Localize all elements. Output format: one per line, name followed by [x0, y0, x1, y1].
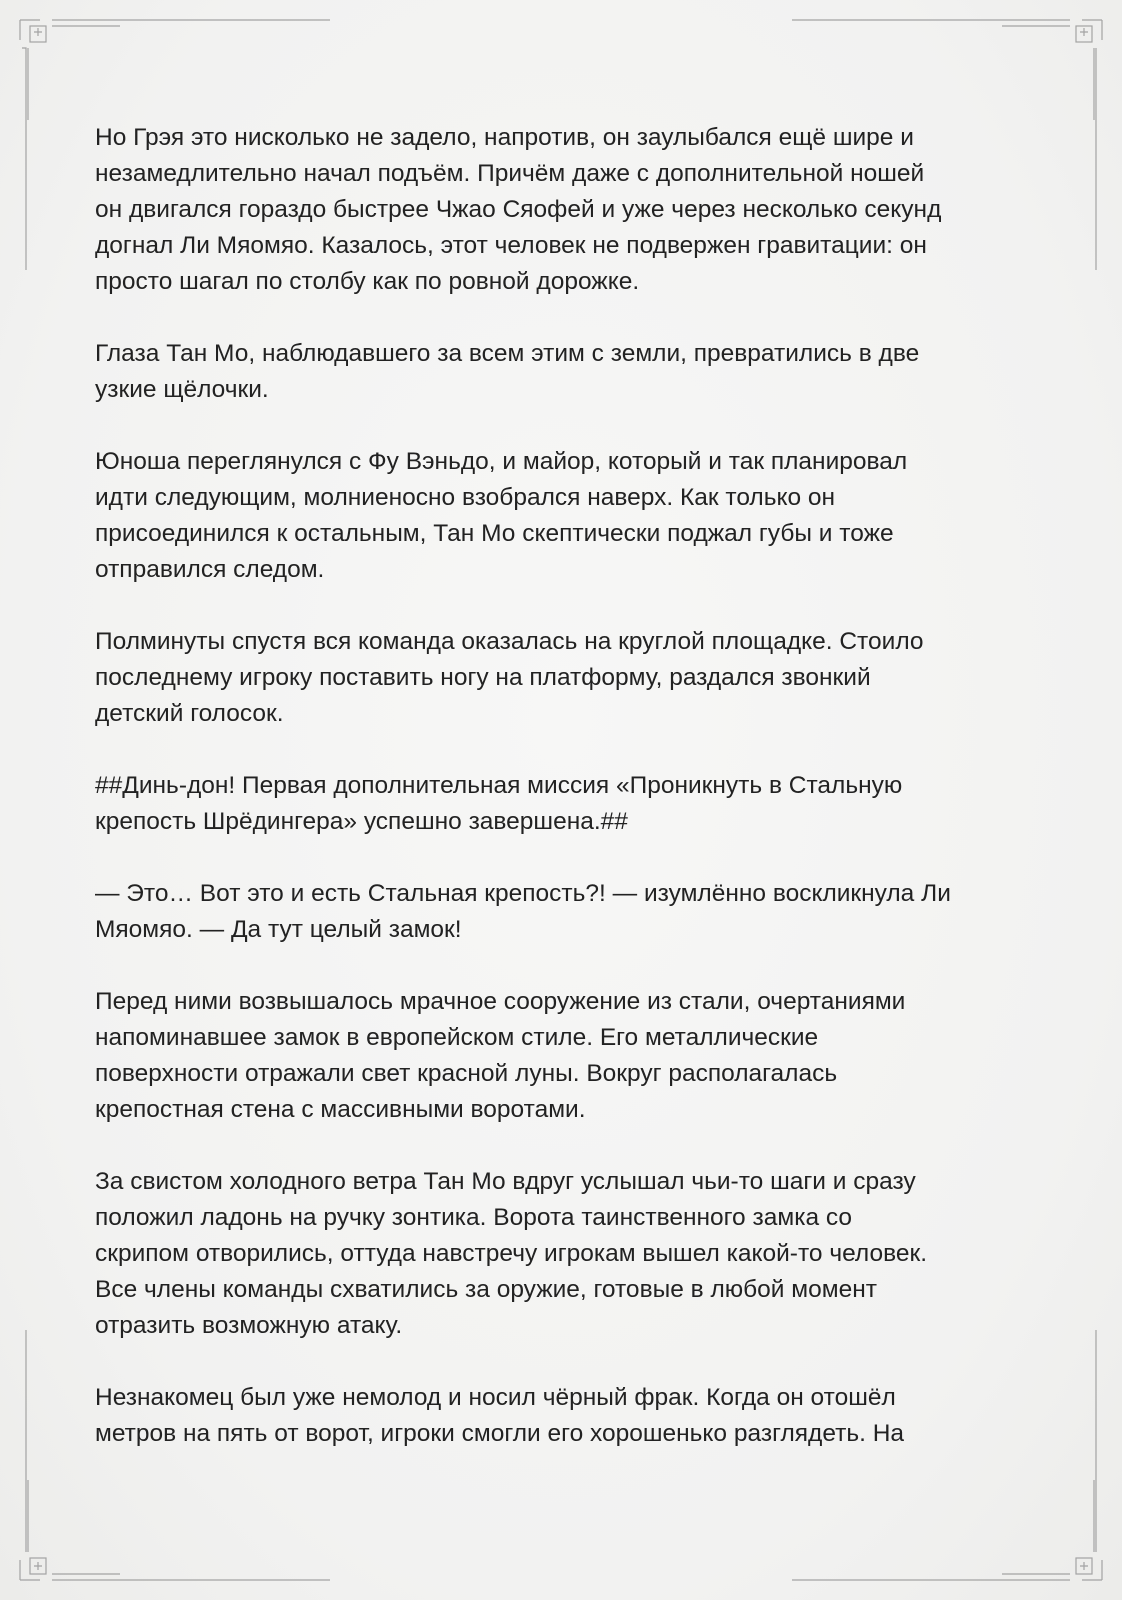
frame-bottom-left-line [52, 1574, 330, 1580]
paragraph: Но Грэя это нисколько не задело, напротив, он заулыбался ещё шире и незамедлительно начал подъём. Причём даже с дополнительной ношей он двигался гораздо быстрее Чжао Сяофей и уже через несколько секунд догнал Ли Мяомяо. Казалось, этот человек не подвержен гравитации: он просто шагал по столбу как по ровной дорожке. [95, 124, 942, 295]
paragraph: За свистом холодного ветра Тан Мо вдруг услышал чьи-то шаги и сразу положил ладонь на ручку зонтика. Ворота таинственного замка со скрипом отворились, оттуда навстречу игрокам вышел какой-то человек. Все члены команды схватились за оружие, готовые в любой момент отразить возможную атаку. [95, 1168, 928, 1339]
frame-left-bottom-line [26, 1330, 28, 1552]
paragraph: Юноша переглянулся с Фу Вэньдо, и майор, который и так планировал идти следующим, молниеносно взобрался наверх. Как только он присоединился к остальным, Тан Мо скептически поджал губы и тоже отправился следом. [95, 448, 908, 583]
corner-ornament-bottom-right [1076, 1558, 1102, 1580]
body-text [95, 120, 1035, 1488]
corner-ornament-top-right [1076, 20, 1102, 42]
paragraph: Полминуты спустя вся команда оказалась на круглой площадке. Стоило последнему игроку поставить ногу на платформу, раздался звонкий детский голосок. [95, 628, 924, 727]
corner-ornament-top-left [20, 20, 46, 42]
paragraph: Перед ними возвышалось мрачное сооружение из стали, очертаниями напоминавшее замок в европейском стиле. Его металлические поверхности отражали свет красной луны. Вокруг располагалась крепостная стена с массивными воротами. [95, 988, 906, 1123]
frame-right-bottom-line [1094, 1330, 1096, 1552]
frame-left-top-line [22, 48, 28, 270]
system-message: ##Динь-дон! Первая дополнительная миссия «Проникнуть в Стальную крепость Шрёдингера» успешно завершена.## [95, 772, 903, 835]
dialogue: — Это… Вот это и есть Стальная крепость?! — изумлённо воскликнула Ли Мяомяо. — Да тут целый замок! [95, 880, 951, 943]
paragraph: Незнакомец был уже немолод и носил чёрный фрак. Когда он отошёл метров на пять от ворот, игроки смогли его хорошенько разглядеть. На [95, 1384, 905, 1447]
frame-top-right-line [792, 20, 1070, 26]
frame-bottom-right-line [792, 1574, 1070, 1580]
corner-ornament-bottom-left [20, 1558, 46, 1580]
frame-right-top-line [1094, 48, 1096, 270]
frame-top-left-line [52, 20, 330, 26]
paragraph: Глаза Тан Мо, наблюдавшего за всем этим с земли, превратились в две узкие щёлочки. [95, 340, 920, 403]
